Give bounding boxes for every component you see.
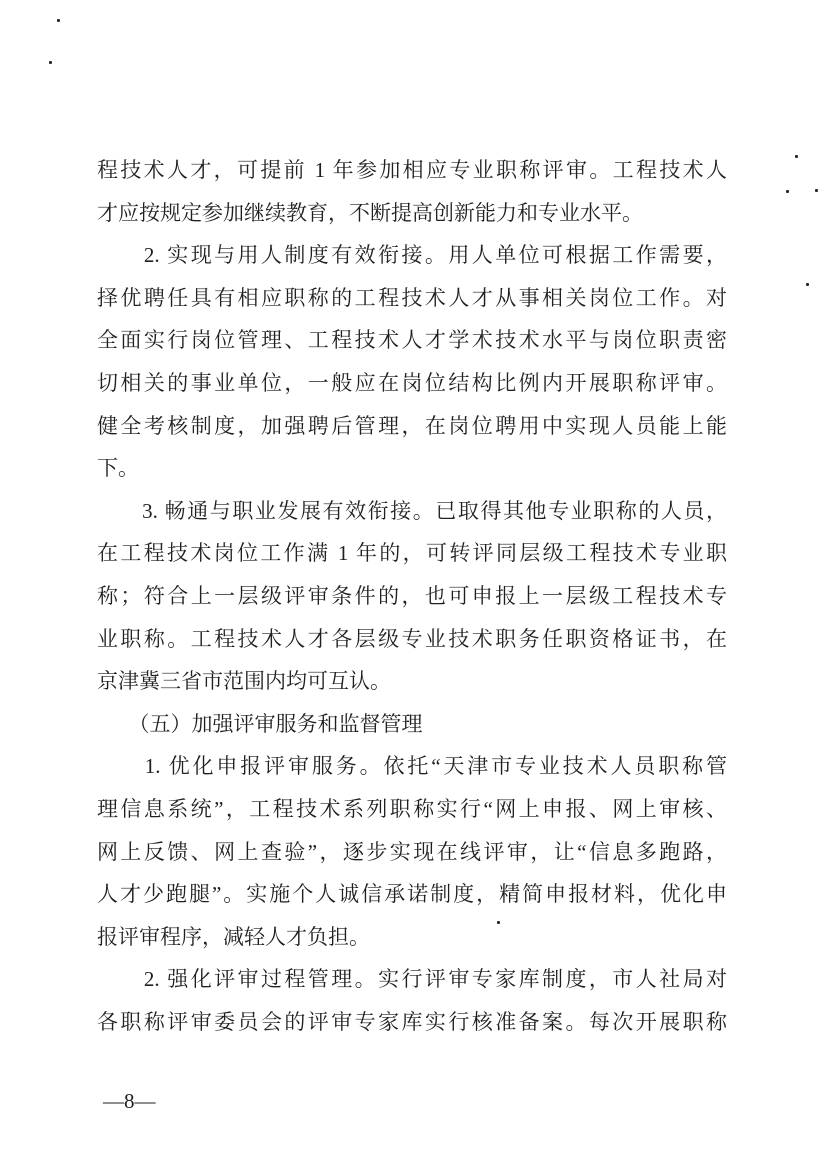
text-line: 下。: [97, 456, 139, 481]
page-number: —8—: [103, 1089, 156, 1113]
text-line: 京津冀三省市范围内均可互认。: [97, 669, 391, 694]
text-line: 全面实行岗位管理、工程技术人才学术技术水平与岗位职责密: [97, 328, 727, 353]
text-line: 各职称评审委员会的评审专家库实行核准备案。每次开展职称: [97, 1009, 727, 1034]
text-line: 切相关的事业单位，一般应在岗位结构比例内开展职称评审。: [97, 370, 727, 395]
text-line: 健全考核制度，加强聘后管理，在岗位聘用中实现人员能上能: [97, 413, 727, 438]
text-line: （五）加强评审服务和监督管理: [97, 711, 423, 736]
text-line: 网上反馈、网上查验”，逐步实现在线评审，让“信息多跑路，: [97, 839, 727, 864]
scan-speck: [49, 61, 52, 64]
text-line: 2. 强化评审过程管理。实行评审专家库制度，市人社局对: [97, 967, 727, 992]
scan-speck: [497, 921, 500, 924]
text-line: 1. 优化申报评审服务。依托“天津市专业技术人员职称管: [97, 754, 727, 779]
text-line: 2. 实现与用人制度有效衔接。用人单位可根据工作需要，: [97, 243, 727, 268]
text-line: 才应按规定参加继续教育，不断提高创新能力和专业水平。: [97, 200, 643, 225]
scan-speck: [786, 190, 789, 193]
scan-speck: [806, 283, 809, 286]
text-line: 3. 畅通与职业发展有效衔接。已取得其他专业职称的人员，: [97, 498, 727, 523]
text-line: 理信息系统”，工程技术系列职称实行“网上申报、网上审核、: [97, 796, 727, 821]
scan-speck: [815, 189, 818, 192]
text-line: 程技术人才，可提前 1 年参加相应专业职称评审。工程技术人: [97, 158, 727, 182]
scan-speck: [57, 19, 60, 22]
text-lines: [97, 149, 727, 1043]
text-line: 称；符合上一层级评审条件的，也可申报上一层级工程技术专: [97, 583, 727, 608]
text-line: 报评审程序，减轻人才负担。: [97, 924, 370, 949]
scan-speck: [795, 155, 798, 158]
text-line: 业职称。工程技术人才各层级专业技术职务任职资格证书，在: [97, 626, 727, 651]
text-line: 择优聘任具有相应职称的工程技术人才从事相关岗位工作。对: [97, 285, 727, 310]
text-line: 人才少跑腿”。实施个人诚信承诺制度，精简申报材料，优化申: [97, 882, 727, 907]
text-line: 在工程技术岗位工作满 1 年的，可转评同层级工程技术专业职: [97, 541, 727, 566]
